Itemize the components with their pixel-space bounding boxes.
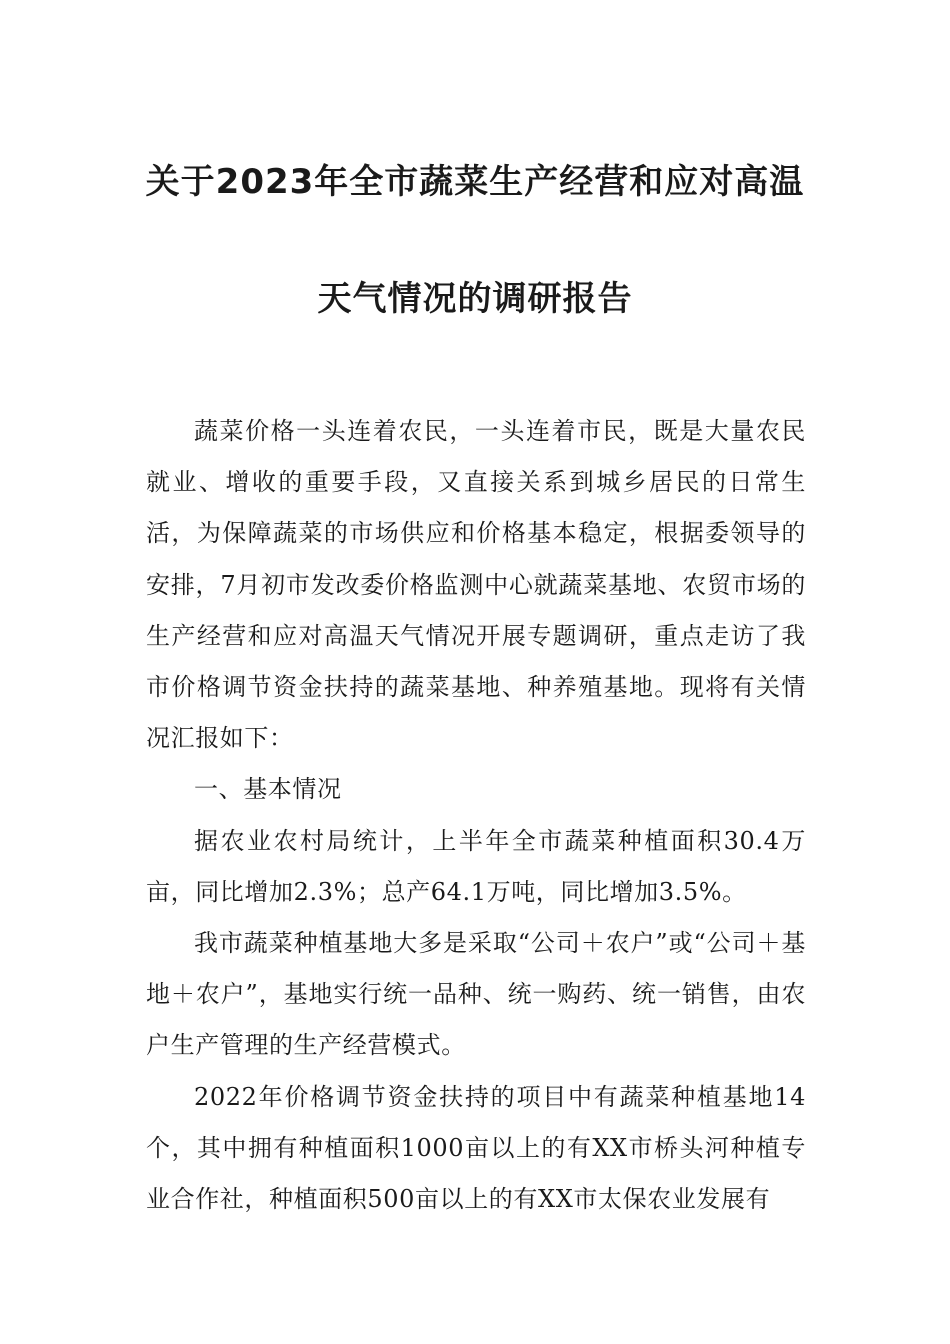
section-heading-basic-situation: 一、基本情况 [194, 775, 342, 804]
document-body [146, 406, 806, 1225]
paragraph-intro: 蔬菜价格一头连着农民，一头连着市民，既是大量农民就业、增收的重要手段，又直接关系到城乡居民的日常生活，为保障蔬菜的市场供应和价格基本稳定，根据委领导的安排，7月初市发改委价格监测中心就蔬菜基地、农贸市场的生产经营和应对高温天气情况开展专题调研，重点走访了我市价格调节资金扶持的蔬菜基地、种养殖基地。现将有关情况汇报如下： [146, 417, 806, 753]
document-title-line-2: 天气情况的调研报告 [317, 279, 633, 319]
paragraph-operating-model: 我市蔬菜种植基地大多是采取“公司＋农户”或“公司＋基地＋农户”，基地实行统一品种、统一购药、统一销售，由农户生产管理的生产经营模式。 [146, 929, 806, 1060]
document-title-line-1: 关于2023年全市蔬菜生产经营和应对高温 [145, 162, 805, 202]
paragraph-statistics: 据农业农村局统计，上半年全市蔬菜种植面积30.4万亩，同比增加2.3%；总产64.1万吨，同比增加3.5%。 [146, 826, 806, 906]
paragraph-funded-projects: 2022年价格调节资金扶持的项目中有蔬菜种植基地14个，其中拥有种植面积1000亩以上的有XX市桥头河种植专业合作社，种植面积500亩以上的有XX市太保农业发展有 [146, 1082, 806, 1214]
